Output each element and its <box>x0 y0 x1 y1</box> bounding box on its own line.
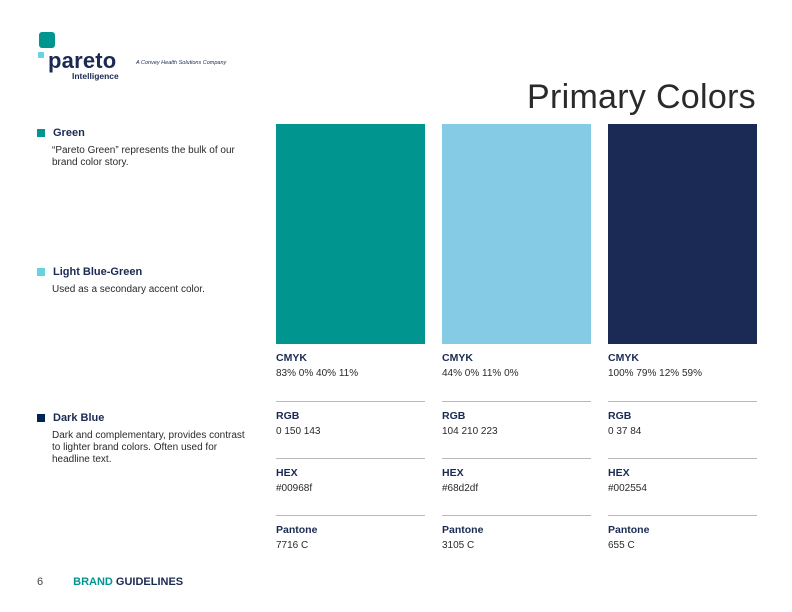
pantone-label: Pantone <box>442 524 484 536</box>
footer-guidelines: GUIDELINES <box>112 576 184 588</box>
rgb-label: RGB <box>276 410 300 422</box>
pantone-label: Pantone <box>608 524 650 536</box>
color-name: Green <box>53 127 85 139</box>
color-name: Dark Blue <box>53 412 105 424</box>
color-swatch-block <box>276 124 425 344</box>
color-column-light-blue-green <box>442 124 591 572</box>
pantone-value: 7716 C <box>276 540 309 551</box>
pantone-label: Pantone <box>276 524 318 536</box>
color-column-green <box>276 124 425 572</box>
hex-value: #002554 <box>608 483 647 494</box>
hex-label: HEX <box>608 467 630 479</box>
rgb-value: 0 37 84 <box>608 426 642 437</box>
color-description-text: Dark and complementary, provides contrast to lighter brand colors. Often used for headline text. <box>52 430 245 465</box>
pantone-value: 3105 C <box>442 540 475 551</box>
color-swatch-block <box>608 124 757 344</box>
color-description-green <box>37 127 247 169</box>
color-swatch-block <box>442 124 591 344</box>
rgb-value: 104 210 223 <box>442 426 498 437</box>
color-name: Light Blue-Green <box>53 266 143 278</box>
pantone-value: 655 C <box>608 540 635 551</box>
footer-brand: BRAND <box>73 576 113 588</box>
green-swatch-icon <box>37 129 45 137</box>
hex-value: #68d2df <box>442 483 479 494</box>
logo-subtitle: Intelligence <box>72 71 119 81</box>
rgb-value: 0 150 143 <box>276 426 321 437</box>
color-description-light-blue-green <box>37 266 247 296</box>
cmyk-value: 44% 0% 11% 0% <box>442 368 519 379</box>
rgb-label: RGB <box>608 410 632 422</box>
brand-logo <box>37 31 237 83</box>
cmyk-value: 83% 0% 40% 11% <box>276 368 359 379</box>
cmyk-label: CMYK <box>608 352 639 364</box>
hex-label: HEX <box>276 467 298 479</box>
cmyk-label: CMYK <box>276 352 307 364</box>
cmyk-label: CMYK <box>442 352 473 364</box>
color-column-dark-blue <box>608 124 757 572</box>
page-footer <box>37 576 183 588</box>
page-number: 6 <box>37 576 44 588</box>
hex-label: HEX <box>442 467 464 479</box>
color-description-dark-blue <box>37 412 247 466</box>
color-description-text: Used as a secondary accent color. <box>52 284 205 295</box>
rgb-label: RGB <box>442 410 466 422</box>
hex-value: #00968f <box>276 483 313 494</box>
color-description-text: “Pareto Green” represents the bulk of our brand color story. <box>52 145 235 168</box>
page-title: Primary Colors <box>526 78 756 116</box>
dark-blue-swatch-icon <box>37 414 45 422</box>
logo-wordmark: pareto <box>48 48 117 73</box>
logo-tagline: A Convey Health Solutions Company <box>136 60 227 66</box>
light-blue-green-swatch-icon <box>37 268 45 276</box>
cmyk-value: 100% 79% 12% 59% <box>608 368 702 379</box>
